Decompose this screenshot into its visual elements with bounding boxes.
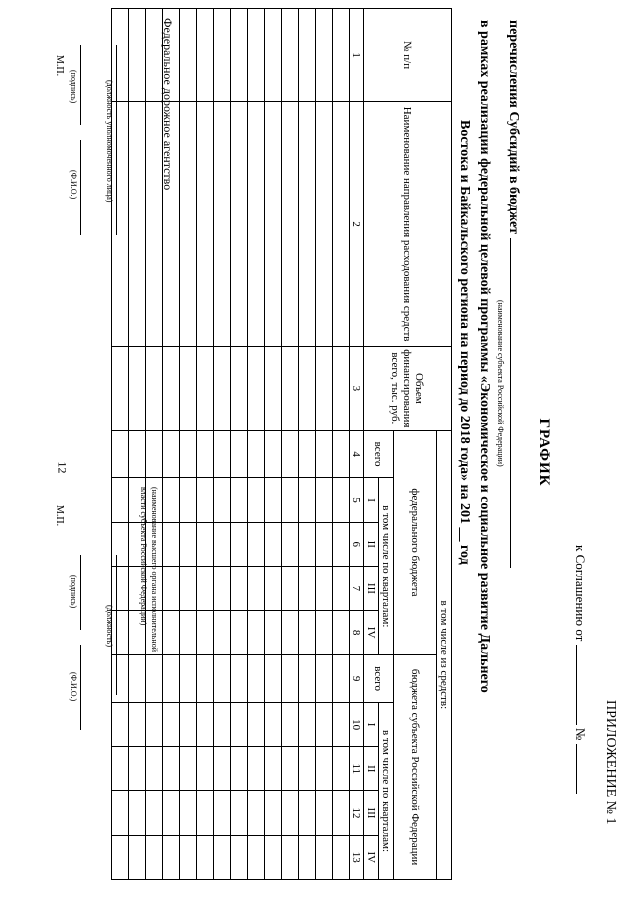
- table-cell: [282, 522, 299, 566]
- table-row: [282, 9, 299, 880]
- table-cell: [299, 566, 316, 610]
- table-cell: [129, 9, 146, 102]
- appendix-label: ПРИЛОЖЕНИЕ № 1: [603, 700, 618, 825]
- table-row: [180, 9, 197, 880]
- table-cell: [146, 835, 163, 879]
- table-cell: [163, 347, 180, 431]
- table-cell: [231, 835, 248, 879]
- col-number: 11: [350, 747, 364, 791]
- table-cell: [214, 702, 231, 746]
- table-cell: [265, 747, 282, 791]
- table-cell: [214, 747, 231, 791]
- table-cell: [146, 655, 163, 703]
- table-cell: [163, 430, 180, 478]
- table-cell: [231, 791, 248, 835]
- table-cell: [248, 835, 265, 879]
- table-cell: [197, 747, 214, 791]
- table-cell: [299, 791, 316, 835]
- header-reg-q1: I: [364, 702, 379, 746]
- table-cell: [282, 791, 299, 835]
- table-cell: [180, 791, 197, 835]
- header-fed-q1: I: [364, 478, 379, 522]
- table-cell: [282, 702, 299, 746]
- table-row: [299, 9, 316, 880]
- table-cell: [265, 9, 282, 102]
- left-position-caption: (должность уполномоченного лица): [105, 80, 114, 203]
- table-cell: [282, 9, 299, 102]
- table-cell: [112, 655, 129, 703]
- table-cell: [180, 102, 197, 347]
- header-fed-quarters: в том числе по кварталам:: [379, 478, 394, 655]
- table-cell: [214, 655, 231, 703]
- table-cell: [248, 747, 265, 791]
- table-cell: [282, 347, 299, 431]
- header-federal: федерального бюджета: [394, 430, 437, 655]
- table-cell: [231, 102, 248, 347]
- table-cell: [180, 655, 197, 703]
- table-cell: [265, 478, 282, 522]
- table-cell: [316, 430, 333, 478]
- subtitle-line-1: [505, 20, 523, 568]
- agreement-number-sign: №: [573, 727, 588, 741]
- table-cell: [163, 522, 180, 566]
- table-cell: [214, 478, 231, 522]
- table-cell: [316, 566, 333, 610]
- table-cell: [231, 347, 248, 431]
- table-cell: [282, 611, 299, 655]
- table-cell: [197, 9, 214, 102]
- column-number-row: [350, 9, 364, 880]
- left-signature-caption: (подпись): [69, 70, 78, 104]
- table-cell: [282, 655, 299, 703]
- header-name: Наименование направления расходования средств: [364, 102, 452, 347]
- col-number: 7: [350, 566, 364, 610]
- table-row: [129, 9, 146, 880]
- header-reg-q3: III: [364, 791, 379, 835]
- table-cell: [197, 655, 214, 703]
- document-title: ГРАФИК: [536, 418, 552, 487]
- table-cell: [282, 430, 299, 478]
- table-cell: [299, 102, 316, 347]
- table-cell: [265, 347, 282, 431]
- col-number: 5: [350, 478, 364, 522]
- table-cell: [333, 835, 350, 879]
- subject-caption: (наименование субъекта Российской Федерации): [496, 300, 505, 467]
- table-cell: [214, 9, 231, 102]
- table-cell: [248, 702, 265, 746]
- table-row: [248, 9, 265, 880]
- table-cell: [214, 522, 231, 566]
- table-cell: [231, 430, 248, 478]
- table-cell: [231, 566, 248, 610]
- table-cell: [129, 835, 146, 879]
- table-cell: [333, 9, 350, 102]
- table-cell: [282, 566, 299, 610]
- table-cell: [299, 702, 316, 746]
- header-incl-sources: в том числе из средств:: [437, 430, 452, 879]
- table-cell: [299, 522, 316, 566]
- table-cell: [265, 522, 282, 566]
- table-cell: [180, 9, 197, 102]
- table-cell: [265, 835, 282, 879]
- table-cell: [163, 747, 180, 791]
- table-cell: [180, 522, 197, 566]
- header-regional: бюджета субъекта Российской Федерации: [394, 655, 437, 880]
- table-cell: [180, 835, 197, 879]
- table-cell: [282, 835, 299, 879]
- col-number: 12: [350, 791, 364, 835]
- table-cell: [112, 347, 129, 431]
- table-cell: [248, 478, 265, 522]
- table-cell: [248, 9, 265, 102]
- header-fed-q2: II: [364, 522, 379, 566]
- table-cell: [163, 702, 180, 746]
- table-cell: [299, 655, 316, 703]
- table-cell: [248, 347, 265, 431]
- table-cell: [197, 478, 214, 522]
- table-cell: [180, 566, 197, 610]
- table-cell: [333, 102, 350, 347]
- table-cell: [197, 347, 214, 431]
- table-row: [231, 9, 248, 880]
- table-cell: [231, 478, 248, 522]
- table-cell: [316, 747, 333, 791]
- table-cell: [333, 430, 350, 478]
- table-cell: [197, 430, 214, 478]
- table-cell: [112, 102, 129, 347]
- table-row: [265, 9, 282, 880]
- col-number: 13: [350, 835, 364, 879]
- table-cell: [299, 9, 316, 102]
- table-cell: [333, 655, 350, 703]
- table-row: [112, 9, 129, 880]
- table-cell: [180, 430, 197, 478]
- table-cell: [316, 102, 333, 347]
- header-fed-total: всего: [364, 430, 394, 478]
- table-cell: [333, 611, 350, 655]
- table-cell: [214, 102, 231, 347]
- table-cell: [197, 566, 214, 610]
- subtitle-line-2: в рамках реализации федеральной целевой программы «Экономическое и социальное развитие Дальнего: [477, 20, 492, 693]
- agreement-reference: [572, 545, 588, 794]
- table-cell: [248, 430, 265, 478]
- table-cell: [180, 747, 197, 791]
- col-number: 9: [350, 655, 364, 703]
- table-cell: [180, 347, 197, 431]
- table-cell: [112, 611, 129, 655]
- table-cell: [231, 702, 248, 746]
- table-cell: [129, 791, 146, 835]
- table-cell: [112, 522, 129, 566]
- table-cell: [299, 478, 316, 522]
- table-cell: [299, 430, 316, 478]
- table-cell: [333, 478, 350, 522]
- table-cell: [316, 791, 333, 835]
- table-cell: [163, 611, 180, 655]
- left-fio-caption: (Ф.И.О.): [69, 170, 78, 200]
- table-cell: [163, 791, 180, 835]
- table-cell: [231, 522, 248, 566]
- table-cell: [112, 566, 129, 610]
- subtitle-text-1: перечисления Субсидий в бюджет: [506, 20, 521, 235]
- table-cell: [282, 478, 299, 522]
- table-cell: [299, 347, 316, 431]
- table-row: [316, 9, 333, 880]
- table-cell: [282, 747, 299, 791]
- table-cell: [333, 702, 350, 746]
- table-cell: [180, 702, 197, 746]
- table-cell: [129, 655, 146, 703]
- table-cell: [333, 791, 350, 835]
- table-cell: [248, 102, 265, 347]
- table-cell: [214, 611, 231, 655]
- table-cell: [231, 611, 248, 655]
- table-cell: [197, 611, 214, 655]
- left-stamp-label: М.П.: [54, 55, 65, 77]
- table-cell: [197, 791, 214, 835]
- header-fed-q4: IV: [364, 611, 379, 655]
- table-cell: [333, 566, 350, 610]
- table-cell: [197, 835, 214, 879]
- table-cell: [146, 747, 163, 791]
- table-cell: [231, 655, 248, 703]
- table-cell: [231, 9, 248, 102]
- table-cell: [214, 347, 231, 431]
- table-cell: [316, 9, 333, 102]
- table-cell: [214, 835, 231, 879]
- table-cell: [163, 478, 180, 522]
- table-cell: [333, 522, 350, 566]
- table-cell: [214, 791, 231, 835]
- table-row: [197, 9, 214, 880]
- table-cell: [112, 430, 129, 478]
- table-cell: [316, 522, 333, 566]
- header-reg-total: всего: [364, 655, 394, 703]
- table-cell: [265, 655, 282, 703]
- table-cell: [265, 791, 282, 835]
- table-cell: [248, 522, 265, 566]
- table-cell: [146, 430, 163, 478]
- table-cell: [299, 835, 316, 879]
- table-cell: [316, 347, 333, 431]
- right-org-caption: (наименование высшего органа исполнительной власти субъекта Российской Федерации): [139, 487, 159, 652]
- table-cell: [265, 611, 282, 655]
- table-cell: [197, 702, 214, 746]
- table-cell: [231, 747, 248, 791]
- agreement-prefix: к Соглашению от: [573, 545, 588, 642]
- table-row: [214, 9, 231, 880]
- right-fio-caption: (Ф.И.О.): [69, 672, 78, 702]
- table-cell: [265, 430, 282, 478]
- right-signature-caption: (подпись): [69, 575, 78, 609]
- table-cell: [248, 791, 265, 835]
- table-cell: [248, 655, 265, 703]
- table-cell: [180, 611, 197, 655]
- col-number: 10: [350, 702, 364, 746]
- col-number: 3: [350, 347, 364, 431]
- table-cell: [197, 522, 214, 566]
- col-number: 4: [350, 430, 364, 478]
- table-cell: [265, 102, 282, 347]
- table-cell: [146, 791, 163, 835]
- header-reg-q2: II: [364, 747, 379, 791]
- table-cell: [112, 835, 129, 879]
- header-reg-q4: IV: [364, 835, 379, 879]
- table-cell: [129, 702, 146, 746]
- table-cell: [112, 791, 129, 835]
- table-cell: [180, 478, 197, 522]
- table-cell: [265, 702, 282, 746]
- table-cell: [333, 747, 350, 791]
- right-stamp-label: М.П.: [54, 505, 65, 527]
- col-number: 2: [350, 102, 364, 347]
- table-cell: [129, 102, 146, 347]
- table-cell: [112, 702, 129, 746]
- table-cell: [333, 347, 350, 431]
- table-cell: [316, 611, 333, 655]
- table-cell: [316, 655, 333, 703]
- header-num: № п/п: [364, 9, 452, 102]
- table-cell: [214, 566, 231, 610]
- subtitle-line-3: Востока и Байкальского региона на период до 2018 года» на 201 __ год: [457, 120, 472, 565]
- table-cell: [197, 102, 214, 347]
- table-cell: [265, 566, 282, 610]
- col-number: 8: [350, 611, 364, 655]
- table-row: [333, 9, 350, 880]
- table-cell: [112, 9, 129, 102]
- table-cell: [316, 835, 333, 879]
- table-cell: [299, 747, 316, 791]
- header-volume: Объем финансирования всего, тыс. руб.: [364, 347, 452, 431]
- table-cell: [248, 611, 265, 655]
- table-cell: [146, 702, 163, 746]
- col-number: 6: [350, 522, 364, 566]
- header-reg-quarters: в том числе по кварталам:: [379, 702, 394, 879]
- table-cell: [146, 347, 163, 431]
- right-position-caption: (должность): [105, 605, 114, 647]
- table-cell: [316, 478, 333, 522]
- table-cell: [129, 347, 146, 431]
- table-cell: [248, 566, 265, 610]
- table-cell: [129, 430, 146, 478]
- page-number: 12: [55, 461, 70, 474]
- table-cell: [214, 430, 231, 478]
- table-cell: [163, 835, 180, 879]
- agency-name: Федеральное дорожное агентство: [161, 18, 175, 191]
- table-cell: [163, 655, 180, 703]
- table-cell: [129, 747, 146, 791]
- header-fed-q3: III: [364, 566, 379, 610]
- table-cell: [112, 478, 129, 522]
- table-cell: [299, 611, 316, 655]
- table-cell: [112, 747, 129, 791]
- table-cell: [316, 702, 333, 746]
- table-cell: [163, 566, 180, 610]
- table-cell: [282, 102, 299, 347]
- col-number: 1: [350, 9, 364, 102]
